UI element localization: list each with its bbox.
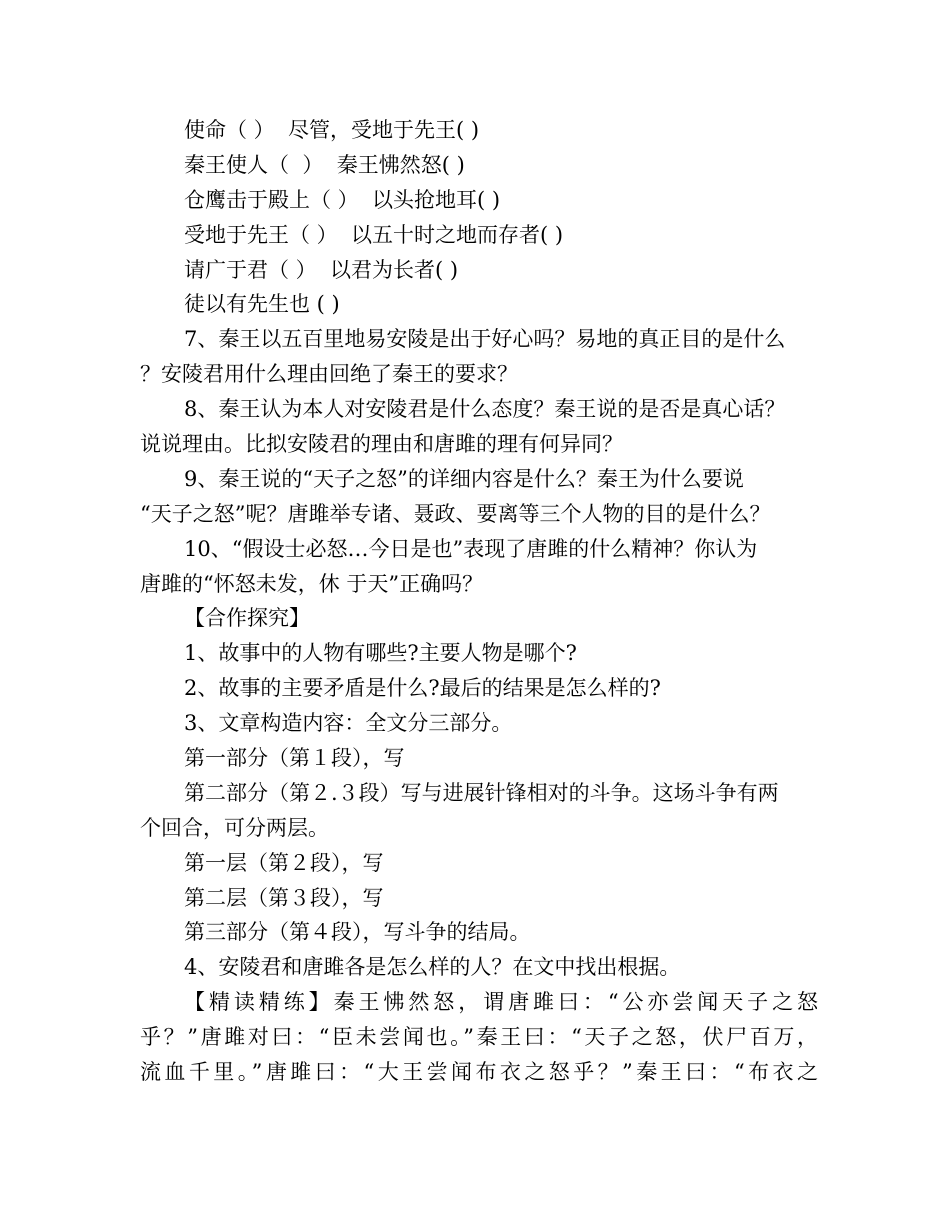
- text-line: 10、“假设士必怒…今日是也”表现了唐雎的什么精神？你认为: [184, 536, 758, 561]
- text-line: 乎？”唐雎对曰：“臣未尝闻也。”秦王曰：“天子之怒，伏尸百万，: [140, 1025, 818, 1050]
- text-line: 3、文章构造内容：全文分三部分。: [184, 711, 513, 736]
- text-line: 第一部分（第１段），写: [184, 746, 405, 771]
- text-line: 1、故事中的人物有哪些?主要人物是哪个?: [184, 641, 577, 666]
- text-line: 秦王使人（ ） 秦王怫然怒( ): [184, 152, 465, 177]
- text-line: 7、秦王以五百里地易安陵是出于好心吗？易地的真正目的是什么: [184, 327, 786, 352]
- text-line: 8、秦王认为本人对安陵君是什么态度？秦王说的是否是真心话？: [184, 397, 786, 422]
- text-line: 【精读精练】秦王怫然怒，谓唐雎曰：“公亦尝闻天子之怒: [184, 990, 818, 1015]
- text-line: 仓鹰击于殿上（ ） 以头抢地耳( ): [184, 187, 501, 212]
- text-line: 说说理由。比拟安陵君的理由和唐雎的理有何异同？: [140, 432, 623, 457]
- text-line: 9、秦王说的“天子之怒”的详细内容是什么？秦王为什么要说: [184, 466, 744, 491]
- text-line: 唐雎的“怀怒未发，休 于天”正确吗？: [140, 571, 484, 596]
- document-body: [140, 113, 818, 1090]
- text-line: “天子之怒”呢？唐雎举专诸、聂政、要离等三个人物的目的是什么？: [140, 501, 771, 526]
- text-line: 第一层（第２段），写: [184, 850, 384, 875]
- text-line: ？安陵君用什么理由回绝了秦王的要求？: [140, 362, 518, 387]
- text-line: 第三部分（第４段），写斗争的结局。: [184, 920, 531, 945]
- text-line: 【合作探究】: [184, 606, 310, 631]
- text-line: 4、安陵君和唐雎各是怎么样的人？在文中找出根据。: [184, 955, 681, 980]
- text-line: 徒以有先生也 ( ): [184, 292, 340, 317]
- text-line: 第二层（第３段），写: [184, 885, 384, 910]
- text-line: 受地于先王（ ） 以五十时之地而存者( ): [184, 222, 564, 247]
- text-line: 使命（ ） 尽管，受地于先王( ): [184, 118, 480, 142]
- text-line: 流血千里。”唐雎曰：“大王尝闻布衣之怒乎？”秦王曰：“布衣之: [140, 1060, 818, 1085]
- text-line: 2、故事的主要矛盾是什么?最后的结果是怎么样的?: [184, 676, 661, 701]
- text-line: 第二部分（第２.３段）写与进展针锋相对的斗争。这场斗争有两: [184, 780, 779, 805]
- text-line: 个回合，可分两层。: [140, 815, 329, 840]
- text-line: 请广于君（ ） 以君为长者( ): [184, 257, 459, 282]
